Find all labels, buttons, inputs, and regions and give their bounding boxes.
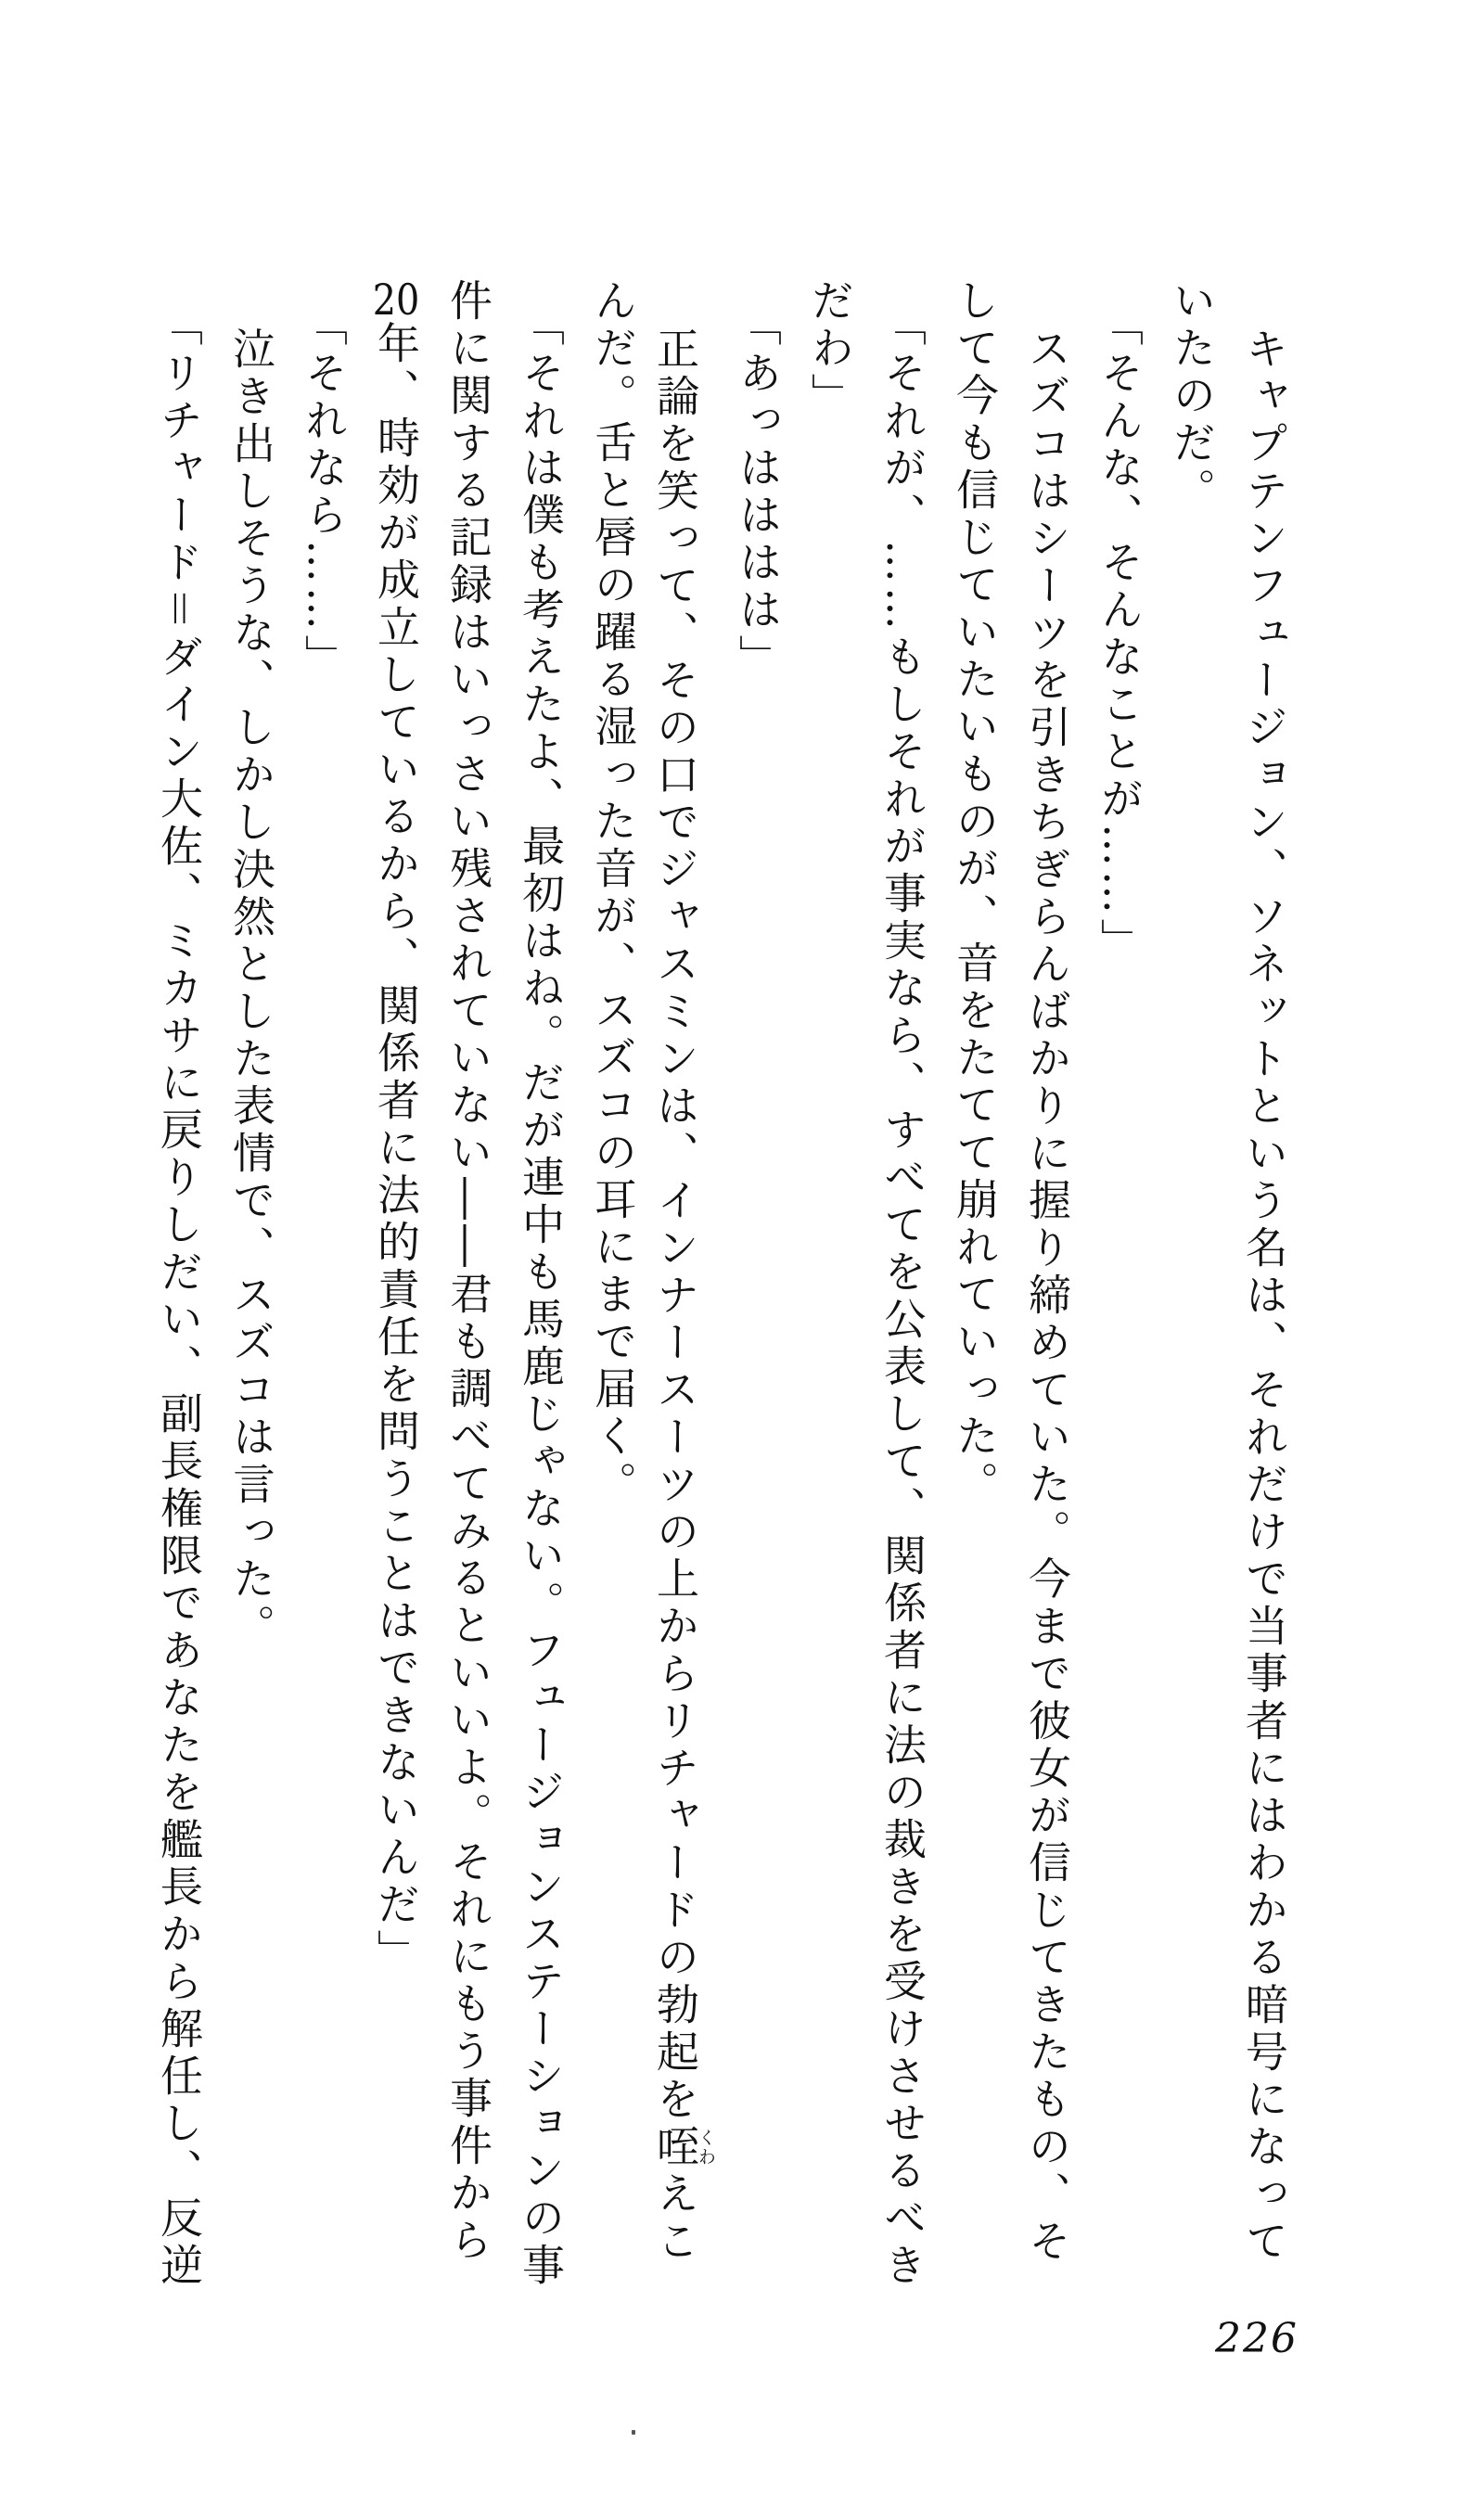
text-column	[728, 303, 787, 682]
text-column	[800, 278, 860, 420]
text-column	[222, 326, 281, 1651]
text-column	[294, 303, 353, 682]
ruby-annotated-text	[650, 2124, 716, 2171]
text-column	[1162, 278, 1222, 515]
text-column	[439, 278, 498, 2265]
text-segment: 「それが、……もしそれが事実なら、すべてを公表して、関係者に法の裁きを受けさせるべき	[877, 303, 928, 2290]
text-column	[945, 278, 1004, 1508]
text-segment: 咥	[650, 2124, 700, 2171]
text-segment: 「そんな、そんなことが……」	[1094, 303, 1145, 966]
text-segment: んだ。舌と唇の躍る湿った音が、スズコの耳にまで届く。	[588, 278, 638, 1508]
text-segment: 「それなら……」	[299, 303, 349, 682]
text-column	[149, 303, 209, 2290]
tate-chu-yoko-number: 20	[372, 278, 420, 321]
text-segment: だわ」	[805, 278, 855, 420]
text-column	[873, 303, 932, 2290]
print-speck	[632, 2430, 635, 2435]
text-segment: 件に関する記録はいっさい残されていない――君も調べてみるといいよ。それにもう事件から	[443, 278, 493, 2265]
text-column	[511, 303, 570, 2290]
text-segment: 「あっはははは」	[733, 303, 783, 682]
text-column	[1235, 326, 1294, 2266]
text-segment: 「リチャード＝ダイン大佐、ミカサに戻りしだい、副長権限であなたを艦長から解任し、反逆	[154, 303, 204, 2290]
text-column	[366, 278, 426, 1976]
text-column	[583, 278, 643, 1508]
text-column	[1090, 303, 1149, 966]
furigana: くわ	[696, 2124, 716, 2171]
text-segment: して今も信じていたいものが、音をたてて崩れていった。	[950, 278, 1000, 1508]
text-segment: 年、時効が成立しているから、関係者に法的責任を問うことはできないんだ」	[371, 321, 421, 1976]
text-column	[650, 326, 716, 2266]
text-segment: キャプテンフュージョン、ソネットという名は、それだけで当事者にはわかる暗号になって	[1239, 326, 1289, 2266]
text-segment: えこ	[650, 2171, 700, 2266]
page-number: 226	[1215, 2315, 1298, 2362]
text-column	[1017, 326, 1077, 2266]
text-segment: いたのだ。	[1167, 278, 1217, 515]
text-segment: 泣き出しそうな、しかし決然とした表情で、スズコは言った。	[226, 326, 276, 1651]
text-segment: スズコはシーツを引きちぎらんばかりに握り締めていた。今まで彼女が信じてきたもの、そ	[1022, 326, 1072, 2266]
text-segment: 正論を笑って、その口でジャスミンは、インナースーツの上からリチャードの勃起を	[650, 326, 700, 2124]
text-segment: 「それは僕も考えたよ、最初はね。だが連中も馬鹿じゃない。フュージョンステーションの事	[516, 303, 566, 2290]
